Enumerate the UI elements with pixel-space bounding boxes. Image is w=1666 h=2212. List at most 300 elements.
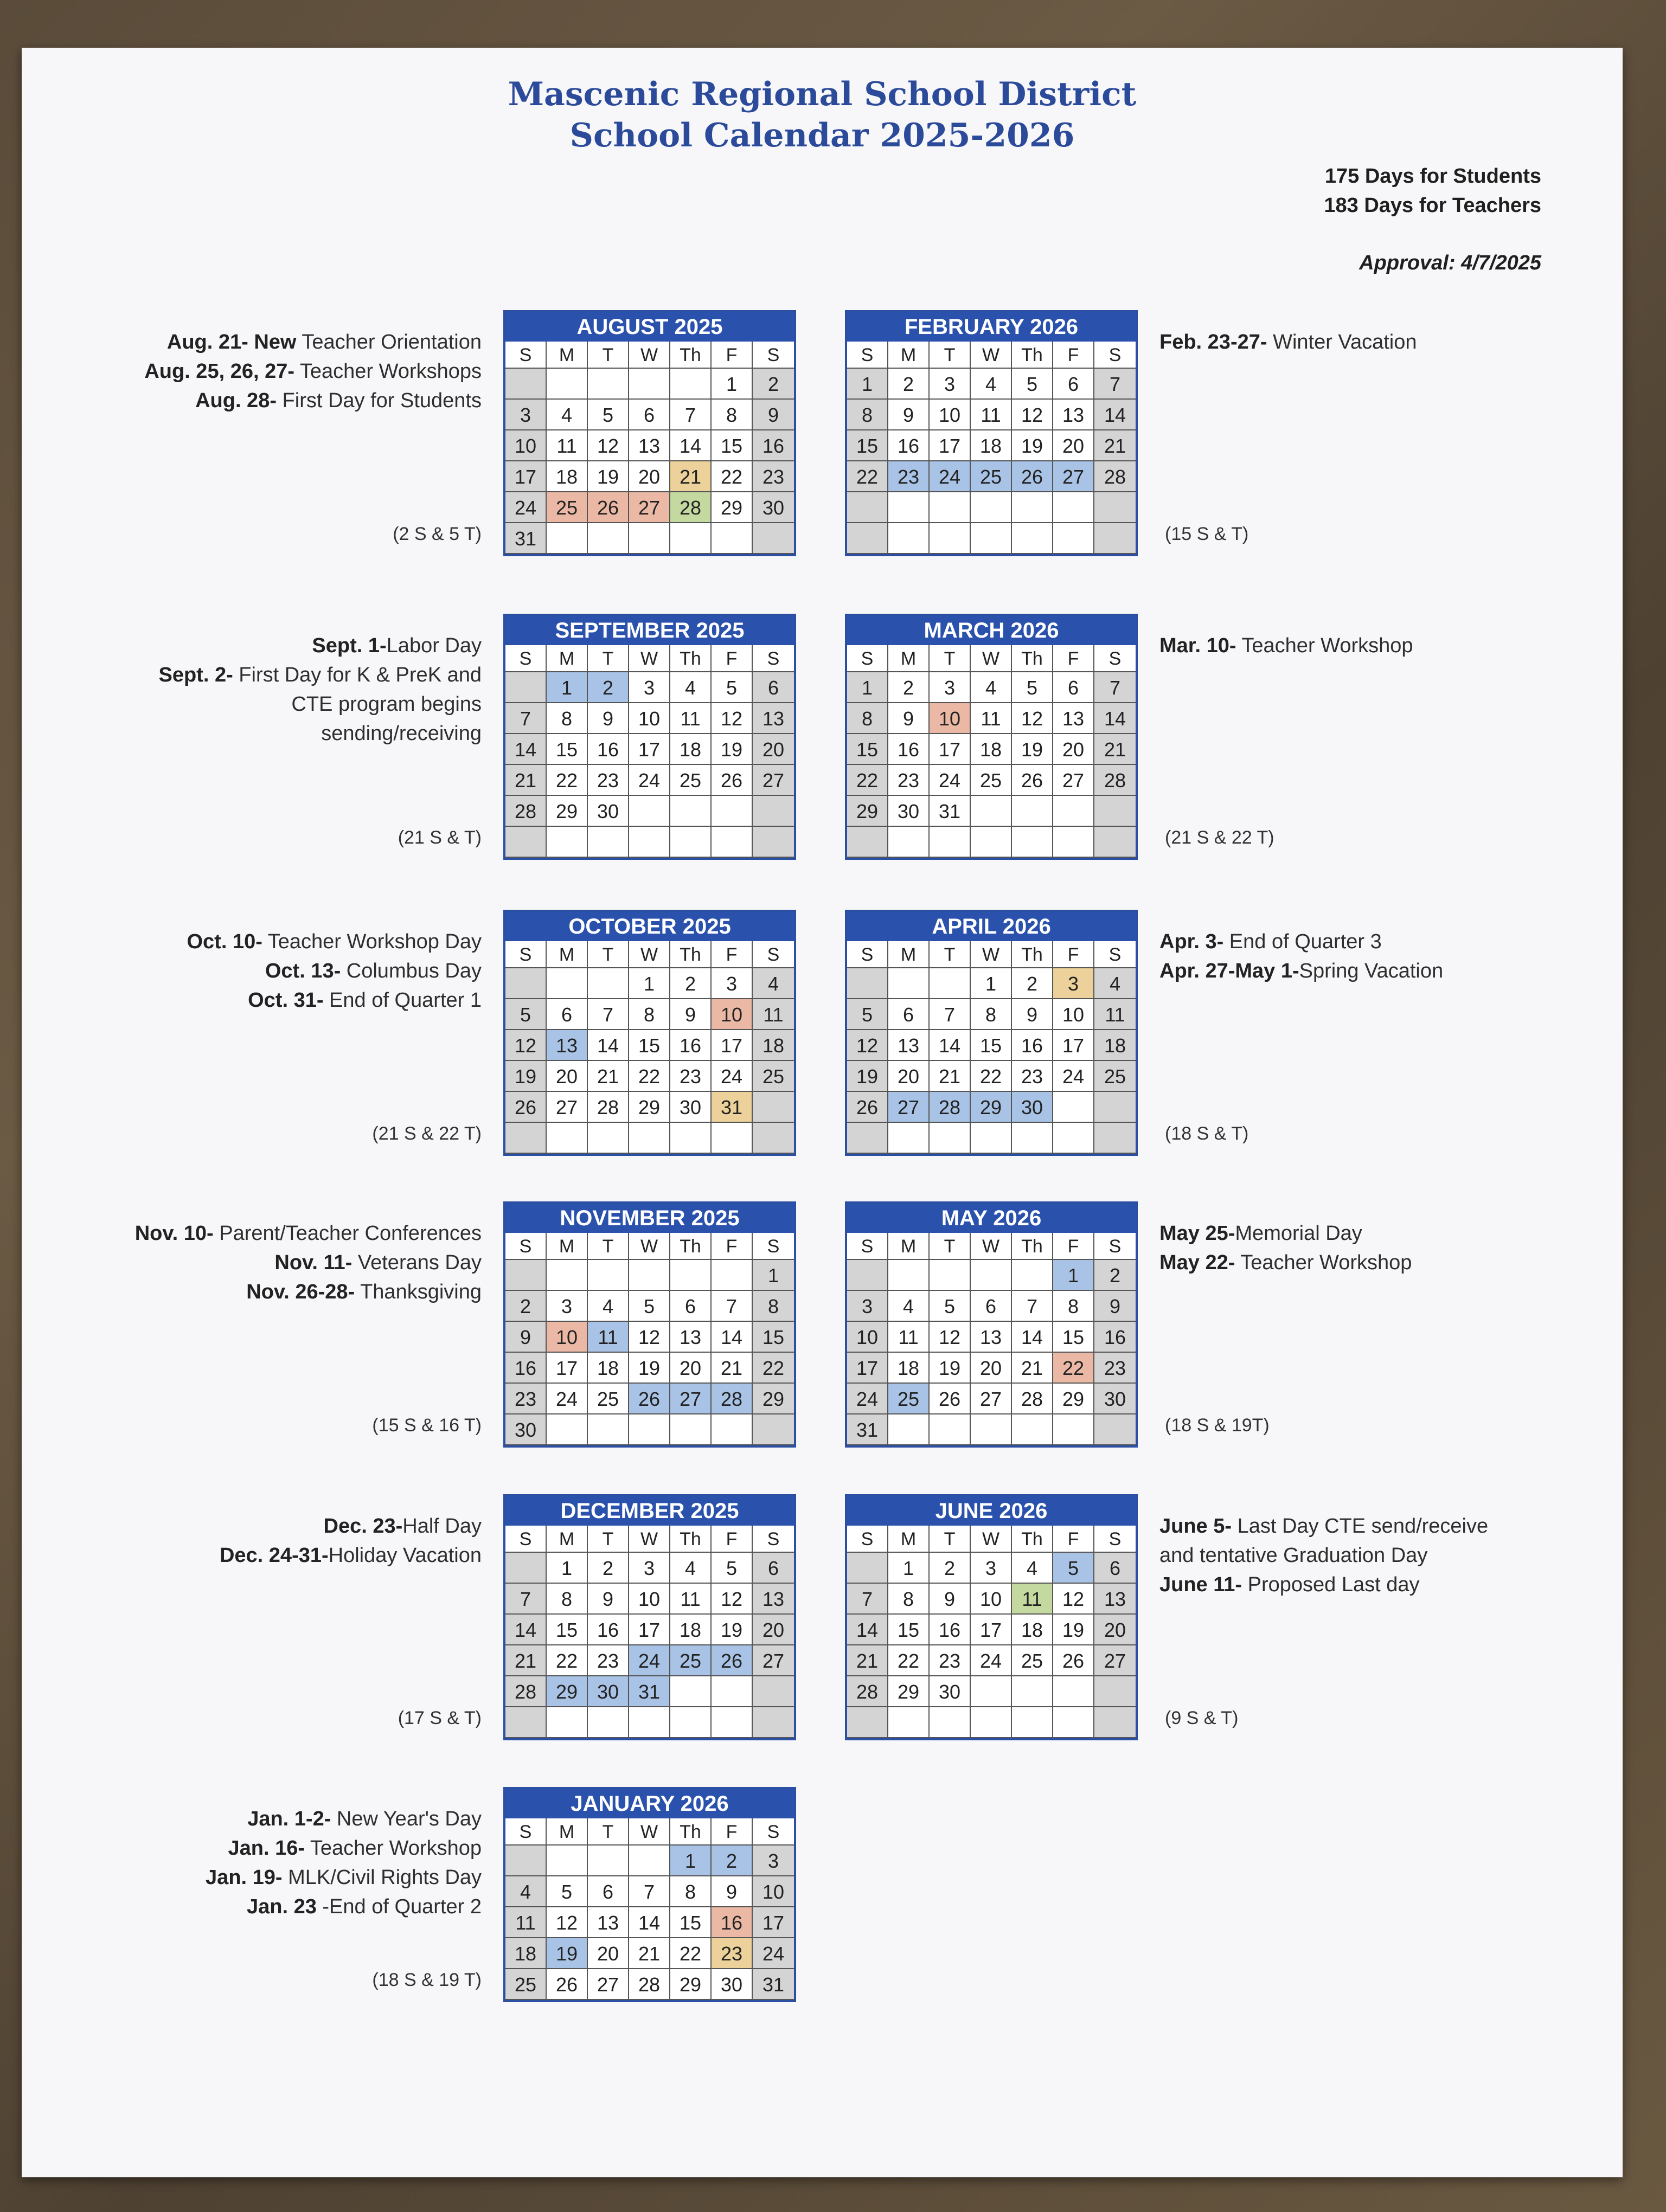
- day-cell: 20: [1053, 734, 1094, 765]
- month-sep: [503, 614, 796, 860]
- day-cell: 23: [930, 1645, 971, 1676]
- day-cell: 17: [971, 1615, 1012, 1645]
- empty-cell: [588, 827, 629, 858]
- day-cell: 12: [930, 1322, 971, 1353]
- month-header-apr: APRIL 2026: [847, 912, 1136, 941]
- day-cell: 4: [1012, 1553, 1053, 1584]
- day-cell: 29: [670, 1969, 712, 2000]
- empty-cell: [1094, 796, 1136, 827]
- month-grid-mar: [847, 645, 1136, 858]
- day-cell: 6: [670, 1291, 712, 1322]
- empty-cell: [753, 827, 794, 858]
- weekday-label: S: [753, 1233, 794, 1260]
- day-cell: 18: [505, 1938, 547, 1969]
- day-cell: 16: [753, 430, 794, 461]
- day-cell: 7: [1012, 1291, 1053, 1322]
- month-header-sep: SEPTEMBER 2025: [505, 616, 794, 645]
- day-cell: 19: [847, 1061, 888, 1092]
- day-cell: 2: [888, 672, 930, 703]
- empty-cell: [847, 492, 888, 523]
- month-feb: [845, 310, 1138, 556]
- weekday-label: F: [712, 1233, 753, 1260]
- day-cell: 14: [505, 1615, 547, 1645]
- note-line: May 25-Memorial Day: [1159, 1222, 1362, 1245]
- day-cell: 15: [847, 430, 888, 461]
- day-cell: 7: [670, 400, 712, 430]
- weekday-label: S: [753, 342, 794, 369]
- day-cell: 22: [753, 1353, 794, 1384]
- empty-cell: [847, 1707, 888, 1738]
- day-cell: 15: [888, 1615, 930, 1645]
- day-cell: 4: [888, 1291, 930, 1322]
- empty-cell: [505, 1260, 547, 1291]
- month-may: [845, 1201, 1138, 1448]
- day-cell: 29: [629, 1092, 670, 1123]
- weekday-label: Th: [1012, 342, 1053, 369]
- day-cell: 9: [712, 1876, 753, 1907]
- day-count-sep: (21 S & T): [398, 827, 482, 848]
- empty-cell: [629, 796, 670, 827]
- day-cell: 22: [547, 1645, 588, 1676]
- day-cell: 24: [847, 1384, 888, 1414]
- day-cell: 14: [670, 430, 712, 461]
- empty-cell: [629, 1123, 670, 1154]
- empty-cell: [1053, 1676, 1094, 1707]
- day-cell: 27: [1053, 461, 1094, 492]
- day-cell: 19: [588, 461, 629, 492]
- empty-cell: [1053, 1092, 1094, 1123]
- day-cell: 19: [1012, 734, 1053, 765]
- month-grid-nov: [505, 1233, 794, 1445]
- empty-cell: [505, 1707, 547, 1738]
- day-cell: 6: [1053, 672, 1094, 703]
- day-cell: 26: [1053, 1645, 1094, 1676]
- day-cell: 15: [753, 1322, 794, 1353]
- day-cell: 11: [670, 703, 712, 734]
- day-count-apr: (18 S & T): [1165, 1123, 1249, 1144]
- day-cell: 18: [1012, 1615, 1053, 1645]
- day-cell: 20: [753, 1615, 794, 1645]
- day-cell: 16: [588, 1615, 629, 1645]
- day-cell: 2: [888, 369, 930, 400]
- empty-cell: [547, 827, 588, 858]
- day-count-feb: (15 S & T): [1165, 524, 1249, 544]
- weekday-label: S: [1094, 1526, 1136, 1553]
- day-cell: 26: [629, 1384, 670, 1414]
- day-cell: 23: [505, 1384, 547, 1414]
- day-cell: 17: [629, 734, 670, 765]
- day-cell: 9: [588, 703, 629, 734]
- day-cell: 11: [1012, 1584, 1053, 1615]
- day-cell: 3: [753, 1846, 794, 1876]
- note-line: Jan. 16- Teacher Workshop: [228, 1837, 482, 1860]
- day-cell: 13: [1094, 1584, 1136, 1615]
- day-cell: 16: [588, 734, 629, 765]
- weekday-label: Th: [670, 645, 712, 672]
- day-cell: 14: [1094, 400, 1136, 430]
- note-line: Sept. 2- First Day for K & PreK and: [158, 664, 482, 686]
- day-cell: 2: [588, 1553, 629, 1584]
- day-count-dec: (17 S & T): [398, 1708, 482, 1728]
- day-cell: 26: [505, 1092, 547, 1123]
- month-header-nov: NOVEMBER 2025: [505, 1204, 794, 1233]
- empty-cell: [670, 1414, 712, 1445]
- day-cell: 17: [505, 461, 547, 492]
- weekday-label: M: [547, 1526, 588, 1553]
- weekday-label: F: [1053, 941, 1094, 968]
- day-cell: 8: [547, 703, 588, 734]
- day-cell: 1: [753, 1260, 794, 1291]
- day-cell: 19: [712, 734, 753, 765]
- day-cell: 5: [930, 1291, 971, 1322]
- month-header-feb: FEBRUARY 2026: [847, 312, 1136, 342]
- empty-cell: [1094, 1092, 1136, 1123]
- weekday-label: S: [505, 1526, 547, 1553]
- day-cell: 29: [712, 492, 753, 523]
- empty-cell: [1053, 492, 1094, 523]
- day-cell: 3: [629, 672, 670, 703]
- day-cell: 30: [888, 796, 930, 827]
- day-cell: 7: [1094, 369, 1136, 400]
- day-cell: 16: [888, 430, 930, 461]
- weekday-label: S: [505, 1233, 547, 1260]
- empty-cell: [712, 796, 753, 827]
- empty-cell: [629, 369, 670, 400]
- day-cell: 16: [1012, 1030, 1053, 1061]
- month-header-mar: MARCH 2026: [847, 616, 1136, 645]
- month-notes-nov: [134, 1219, 482, 1307]
- empty-cell: [629, 1846, 670, 1876]
- note-line: June 11- Proposed Last day: [1159, 1573, 1420, 1596]
- weekday-label: M: [888, 1233, 930, 1260]
- empty-cell: [505, 369, 547, 400]
- month-header-may: MAY 2026: [847, 1204, 1136, 1233]
- day-cell: 2: [1012, 968, 1053, 999]
- empty-cell: [971, 492, 1012, 523]
- note-line: Dec. 24-31-Holiday Vacation: [219, 1544, 482, 1567]
- month-apr: [845, 910, 1138, 1156]
- day-cell: 1: [971, 968, 1012, 999]
- day-cell: 28: [670, 492, 712, 523]
- weekday-label: S: [847, 941, 888, 968]
- day-cell: 26: [1012, 765, 1053, 796]
- weekday-label: W: [629, 645, 670, 672]
- day-cell: 1: [1053, 1260, 1094, 1291]
- day-cell: 6: [1053, 369, 1094, 400]
- month-mar: [845, 614, 1138, 860]
- month-oct: [503, 910, 796, 1156]
- day-cell: 15: [670, 1907, 712, 1938]
- day-cell: 3: [930, 672, 971, 703]
- weekday-label: W: [971, 645, 1012, 672]
- day-cell: 8: [629, 999, 670, 1030]
- weekday-label: T: [930, 941, 971, 968]
- day-cell: 27: [1053, 765, 1094, 796]
- empty-cell: [888, 523, 930, 554]
- empty-cell: [1012, 492, 1053, 523]
- day-cell: 6: [753, 672, 794, 703]
- empty-cell: [847, 827, 888, 858]
- day-cell: 3: [629, 1553, 670, 1584]
- month-grid-oct: [505, 941, 794, 1154]
- empty-cell: [1094, 523, 1136, 554]
- month-grid-dec: [505, 1526, 794, 1738]
- day-cell: 2: [588, 672, 629, 703]
- empty-cell: [1012, 1707, 1053, 1738]
- day-cell: 23: [888, 461, 930, 492]
- empty-cell: [629, 1707, 670, 1738]
- district-title: Mascenic Regional School District: [508, 75, 1137, 113]
- empty-cell: [753, 1707, 794, 1738]
- day-cell: 6: [547, 999, 588, 1030]
- day-cell: 5: [1053, 1553, 1094, 1584]
- day-cell: 2: [505, 1291, 547, 1322]
- day-cell: 9: [753, 400, 794, 430]
- day-cell: 29: [1053, 1384, 1094, 1414]
- day-cell: 23: [1012, 1061, 1053, 1092]
- day-cell: 18: [888, 1353, 930, 1384]
- day-cell: 7: [847, 1584, 888, 1615]
- weekday-label: F: [712, 1818, 753, 1846]
- weekday-label: F: [712, 645, 753, 672]
- day-cell: 19: [1012, 430, 1053, 461]
- day-cell: 22: [888, 1645, 930, 1676]
- day-cell: 17: [1053, 1030, 1094, 1061]
- empty-cell: [712, 827, 753, 858]
- day-cell: 8: [971, 999, 1012, 1030]
- day-cell: 22: [847, 461, 888, 492]
- day-cell: 5: [505, 999, 547, 1030]
- day-cell: 5: [629, 1291, 670, 1322]
- note-line: Aug. 25, 26, 27- Teacher Workshops: [144, 360, 482, 383]
- day-cell: 28: [588, 1092, 629, 1123]
- day-cell: 20: [670, 1353, 712, 1384]
- month-grid-feb: [847, 342, 1136, 554]
- day-cell: 25: [1012, 1645, 1053, 1676]
- note-line: June 5- Last Day CTE send/receive: [1159, 1515, 1489, 1538]
- day-cell: 12: [1012, 400, 1053, 430]
- weekday-label: S: [505, 342, 547, 369]
- student-days: 175 Days for Students: [1324, 165, 1541, 188]
- note-line: Jan. 1-2- New Year's Day: [247, 1808, 482, 1830]
- day-cell: 31: [629, 1676, 670, 1707]
- day-cell: 26: [847, 1092, 888, 1123]
- empty-cell: [1094, 1414, 1136, 1445]
- day-cell: 9: [888, 703, 930, 734]
- day-cell: 27: [670, 1384, 712, 1414]
- empty-cell: [753, 1092, 794, 1123]
- day-cell: 19: [712, 1615, 753, 1645]
- weekday-label: W: [629, 1818, 670, 1846]
- day-cell: 1: [847, 369, 888, 400]
- empty-cell: [971, 827, 1012, 858]
- day-cell: 16: [670, 1030, 712, 1061]
- empty-cell: [505, 1553, 547, 1584]
- day-cell: 21: [588, 1061, 629, 1092]
- day-cell: 26: [547, 1969, 588, 2000]
- day-cell: 25: [753, 1061, 794, 1092]
- month-header-oct: OCTOBER 2025: [505, 912, 794, 941]
- day-cell: 28: [629, 1969, 670, 2000]
- day-cell: 11: [505, 1907, 547, 1938]
- empty-cell: [547, 523, 588, 554]
- day-cell: 30: [588, 796, 629, 827]
- empty-cell: [930, 1123, 971, 1154]
- day-cell: 30: [930, 1676, 971, 1707]
- day-cell: 30: [505, 1414, 547, 1445]
- empty-cell: [1012, 1123, 1053, 1154]
- empty-cell: [588, 1707, 629, 1738]
- empty-cell: [888, 1260, 930, 1291]
- day-cell: 23: [712, 1938, 753, 1969]
- note-line: Feb. 23-27- Winter Vacation: [1159, 331, 1417, 353]
- day-cell: 10: [629, 1584, 670, 1615]
- day-cell: 16: [888, 734, 930, 765]
- day-cell: 5: [1012, 369, 1053, 400]
- day-cell: 8: [847, 400, 888, 430]
- day-cell: 11: [547, 430, 588, 461]
- weekday-label: M: [888, 342, 930, 369]
- empty-cell: [1053, 796, 1094, 827]
- day-cell: 15: [847, 734, 888, 765]
- empty-cell: [629, 1260, 670, 1291]
- day-cell: 5: [712, 672, 753, 703]
- empty-cell: [753, 1676, 794, 1707]
- weekday-label: F: [712, 1526, 753, 1553]
- day-cell: 17: [629, 1615, 670, 1645]
- weekday-label: M: [547, 941, 588, 968]
- day-cell: 30: [588, 1676, 629, 1707]
- empty-cell: [1053, 1123, 1094, 1154]
- note-line: Aug. 28- First Day for Students: [195, 389, 482, 412]
- day-cell: 29: [753, 1384, 794, 1414]
- weekday-label: T: [588, 1818, 629, 1846]
- empty-cell: [670, 827, 712, 858]
- day-count-jan: (18 S & 19 T): [372, 1970, 482, 1990]
- day-cell: 25: [971, 765, 1012, 796]
- empty-cell: [712, 1707, 753, 1738]
- weekday-label: T: [930, 645, 971, 672]
- day-cell: 27: [753, 765, 794, 796]
- day-cell: 15: [547, 734, 588, 765]
- month-header-dec: DECEMBER 2025: [505, 1496, 794, 1526]
- day-cell: 24: [971, 1645, 1012, 1676]
- day-cell: 8: [547, 1584, 588, 1615]
- day-cell: 22: [847, 765, 888, 796]
- day-cell: 4: [1094, 968, 1136, 999]
- weekday-label: Th: [670, 1233, 712, 1260]
- empty-cell: [971, 1260, 1012, 1291]
- day-cell: 25: [670, 1645, 712, 1676]
- month-notes-aug: [134, 327, 482, 415]
- month-grid-jun: [847, 1526, 1136, 1738]
- empty-cell: [847, 1553, 888, 1584]
- day-cell: 13: [888, 1030, 930, 1061]
- day-cell: 17: [753, 1907, 794, 1938]
- empty-cell: [847, 1260, 888, 1291]
- day-cell: 23: [670, 1061, 712, 1092]
- day-cell: 20: [888, 1061, 930, 1092]
- weekday-label: F: [712, 342, 753, 369]
- month-nov: [503, 1201, 796, 1448]
- day-cell: 16: [1094, 1322, 1136, 1353]
- day-cell: 17: [930, 430, 971, 461]
- day-cell: 14: [1012, 1322, 1053, 1353]
- empty-cell: [505, 827, 547, 858]
- empty-cell: [1094, 1123, 1136, 1154]
- day-cell: 27: [547, 1092, 588, 1123]
- day-cell: 26: [930, 1384, 971, 1414]
- weekday-label: S: [505, 1818, 547, 1846]
- weekday-label: W: [629, 1526, 670, 1553]
- day-cell: 10: [930, 400, 971, 430]
- day-cell: 29: [888, 1676, 930, 1707]
- empty-cell: [753, 796, 794, 827]
- empty-cell: [971, 1676, 1012, 1707]
- empty-cell: [588, 1414, 629, 1445]
- day-cell: 27: [971, 1384, 1012, 1414]
- day-cell: 14: [712, 1322, 753, 1353]
- day-cell: 15: [712, 430, 753, 461]
- empty-cell: [547, 1123, 588, 1154]
- approval-date: Approval: 4/7/2025: [1359, 252, 1541, 274]
- day-cell: 16: [712, 1907, 753, 1938]
- empty-cell: [670, 369, 712, 400]
- weekday-label: S: [847, 1526, 888, 1553]
- empty-cell: [888, 968, 930, 999]
- weekday-label: Th: [670, 941, 712, 968]
- day-cell: 11: [971, 400, 1012, 430]
- month-notes-feb: [1159, 327, 1539, 357]
- day-cell: 19: [547, 1938, 588, 1969]
- empty-cell: [971, 1414, 1012, 1445]
- day-cell: 14: [930, 1030, 971, 1061]
- day-cell: 7: [1094, 672, 1136, 703]
- day-cell: 20: [1094, 1615, 1136, 1645]
- day-cell: 24: [930, 765, 971, 796]
- note-line: Oct. 10- Teacher Workshop Day: [187, 930, 482, 953]
- day-cell: 10: [930, 703, 971, 734]
- day-cell: 14: [588, 1030, 629, 1061]
- empty-cell: [1053, 827, 1094, 858]
- day-cell: 17: [847, 1353, 888, 1384]
- day-cell: 12: [629, 1322, 670, 1353]
- day-cell: 19: [629, 1353, 670, 1384]
- day-cell: 21: [1094, 734, 1136, 765]
- day-cell: 7: [712, 1291, 753, 1322]
- day-cell: 12: [588, 430, 629, 461]
- day-cell: 1: [712, 369, 753, 400]
- note-line: Nov. 26-28- Thanksgiving: [246, 1281, 482, 1303]
- empty-cell: [888, 1123, 930, 1154]
- day-cell: 2: [753, 369, 794, 400]
- empty-cell: [712, 1123, 753, 1154]
- weekday-label: W: [629, 342, 670, 369]
- empty-cell: [505, 672, 547, 703]
- day-cell: 22: [1053, 1353, 1094, 1384]
- weekday-label: S: [1094, 645, 1136, 672]
- month-header-jan: JANUARY 2026: [505, 1789, 794, 1818]
- day-cell: 1: [629, 968, 670, 999]
- day-cell: 22: [712, 461, 753, 492]
- day-cell: 23: [753, 461, 794, 492]
- month-notes-dec: [134, 1512, 482, 1570]
- empty-cell: [1012, 827, 1053, 858]
- day-cell: 8: [888, 1584, 930, 1615]
- day-cell: 12: [1012, 703, 1053, 734]
- empty-cell: [1012, 1676, 1053, 1707]
- weekday-label: Th: [670, 342, 712, 369]
